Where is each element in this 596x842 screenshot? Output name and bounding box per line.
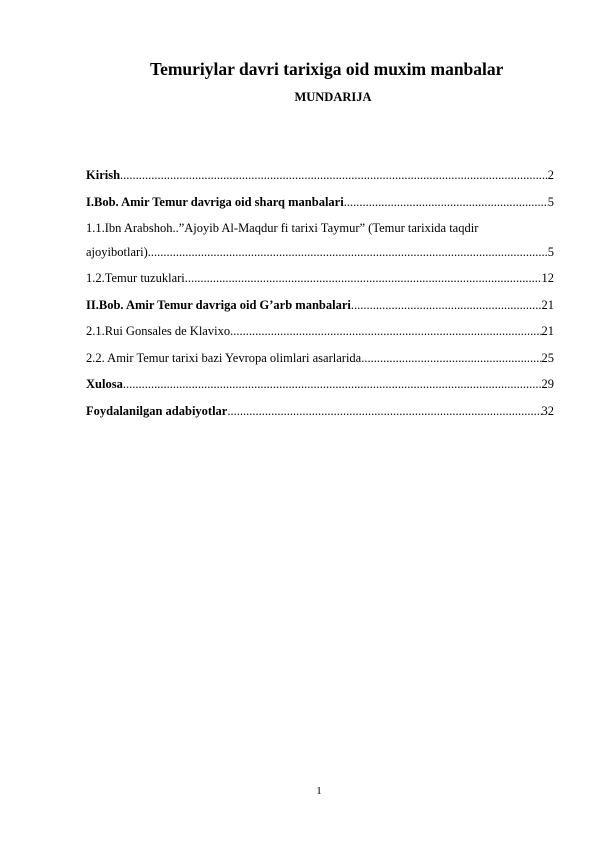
- toc-entry-label: Xulosa: [86, 377, 123, 391]
- toc-entry-section-2-2[interactable]: [86, 345, 554, 372]
- toc-leader-dots: [123, 371, 542, 398]
- toc-entry-label: 2.2. Amir Temur tarixi bazi Yevropa olimlari asarlarida: [86, 350, 362, 365]
- toc-entry-label: Foydalanilgan adabiyotlar: [86, 403, 228, 418]
- toc-entry-chapter-2[interactable]: [86, 292, 554, 319]
- toc-leader-dots: [230, 318, 541, 345]
- toc-entry-page: 5: [547, 194, 554, 209]
- toc-entry-page: 21: [541, 297, 554, 312]
- toc-entry-label: II.Bob. Amir Temur davriga oid G’arb manbalari: [86, 297, 351, 312]
- toc-leader-dots: [361, 345, 541, 372]
- toc-entry-label: 1.2.Temur tuzuklari: [86, 271, 185, 285]
- toc-entry-section-2-1[interactable]: [86, 318, 554, 345]
- toc-entry-xulosa[interactable]: [86, 371, 554, 398]
- toc-entry-references[interactable]: [86, 398, 554, 425]
- toc-heading: MUNDARIJA: [294, 90, 372, 104]
- toc-entry-label: Kirish: [86, 168, 121, 182]
- toc-entry-page: 32: [541, 403, 554, 418]
- toc-entry-page: 29: [541, 377, 554, 391]
- document-title: Temuriylar davri tarixiga oid muxim manbalar: [150, 59, 504, 79]
- page-number: 1: [316, 785, 322, 797]
- toc-entry-page: 25: [541, 350, 554, 365]
- table-of-contents: [86, 162, 554, 424]
- toc-leader-dots: [185, 265, 542, 292]
- toc-entry-label: I.Bob. Amir Temur davriga oid sharq manbalari: [86, 194, 344, 209]
- toc-entry-page: 2: [547, 168, 554, 182]
- toc-leader-dots: [351, 292, 542, 319]
- toc-leader-dots: [344, 189, 548, 216]
- toc-leader-dots: [120, 162, 548, 189]
- toc-entry-chapter-1[interactable]: [86, 189, 554, 216]
- toc-entry-label: ajoyibotlari): [86, 244, 148, 259]
- toc-entry-label: 2.1.Rui Gonsales de Klavixo: [86, 324, 231, 338]
- toc-entry-page: 21: [541, 324, 554, 338]
- toc-leader-dots: [148, 239, 548, 266]
- toc-leader-dots: [227, 398, 541, 425]
- toc-entry-label-line1: 1.1.Ibn Arabshoh..”Ajoyib Al-Maqdur fi tarixi Taymur” (Temur tarixida taqdir: [86, 221, 479, 235]
- toc-entry-page: 5: [547, 244, 554, 259]
- toc-entry-section-1-1[interactable]: [86, 215, 554, 265]
- toc-entry-page: 12: [541, 271, 554, 285]
- toc-entry-kirish[interactable]: [86, 162, 554, 189]
- toc-entry-section-1-2[interactable]: [86, 265, 554, 292]
